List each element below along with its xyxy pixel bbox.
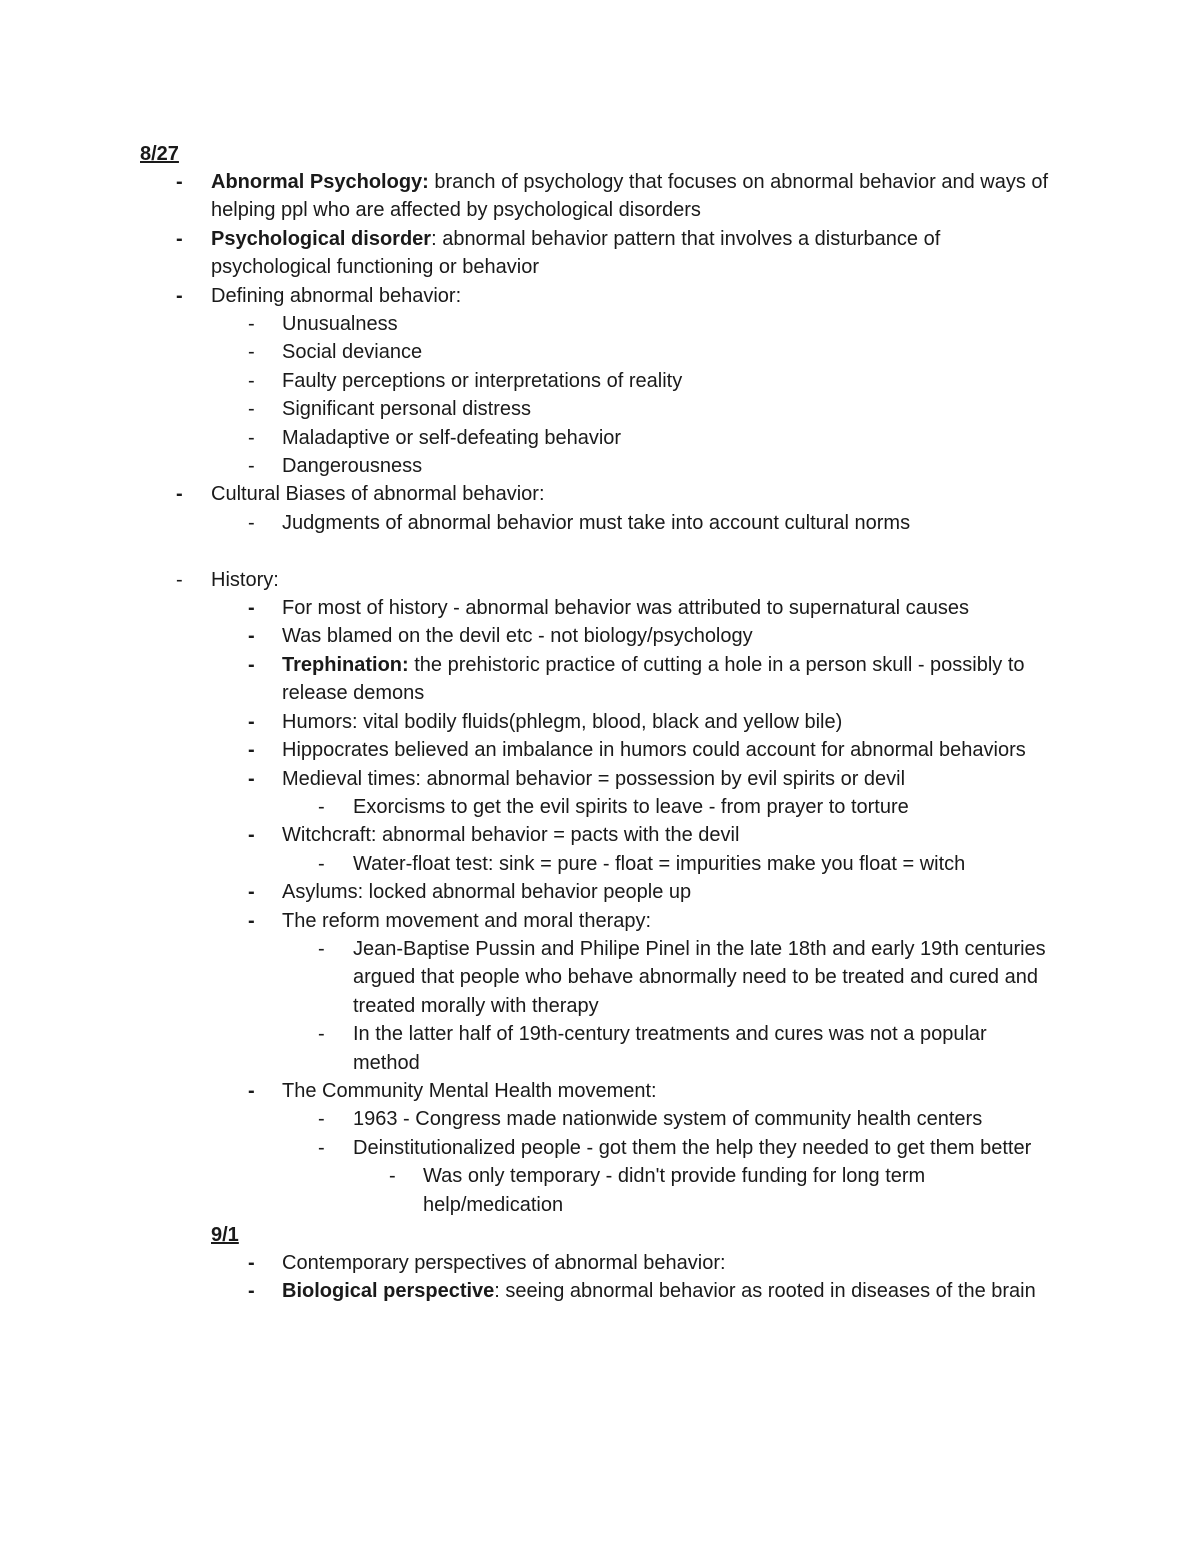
definition-trephination: the prehistoric practice of cutting a hole in a person skull - possibly to release demons <box>282 653 1025 705</box>
bullet-dash: - <box>248 426 255 449</box>
history-latter-half: In the latter half of 19th-century treatments and cures was not a popular method <box>353 1023 987 1074</box>
list-item <box>0 1162 1200 1219</box>
definition-abnormal-psychology: branch of psychology that focuses on abnormal behavior and ways of helping ppl who are affected by psychological disorders <box>211 171 1049 222</box>
term-psychological-disorder: Psychological disorder <box>211 227 432 250</box>
list-item <box>0 480 1200 508</box>
bullet-dash: - <box>248 341 255 364</box>
bullet-dash: - <box>248 824 255 847</box>
history-medieval: Medieval times: abnormal behavior = possession by evil spirits or devil <box>282 767 906 790</box>
bullet-dash: - <box>248 455 255 478</box>
list-item <box>0 282 1200 310</box>
history-devil: Was blamed on the devil etc - not biology/psychology <box>282 625 753 648</box>
bullet-dash: - <box>176 227 183 250</box>
bullet-dash: - <box>248 909 255 932</box>
list-item <box>0 736 1200 764</box>
list-item <box>0 452 1200 480</box>
term-abnormal-psychology: Abnormal Psychology: <box>211 171 429 193</box>
list-item <box>0 367 1200 395</box>
bullet-dash: - <box>248 881 255 904</box>
list-item <box>0 424 1200 452</box>
history-temporary: Was only temporary - didn't provide funding for long term help/medication <box>423 1165 926 1216</box>
bullet-dash: - <box>176 568 183 591</box>
bullet-dash: - <box>389 1165 396 1188</box>
bullet-dash: - <box>248 1079 255 1102</box>
cultural-norms-note: Judgments of abnormal behavior must take into account cultural norms <box>282 511 911 534</box>
bullet-dash: - <box>176 171 183 193</box>
term-trephination: Trephination: <box>282 653 409 676</box>
cultural-biases: Cultural Biases of abnormal behavior: <box>211 483 545 506</box>
criterion: Faulty perceptions or interpretations of reality <box>282 369 683 392</box>
bullet-dash: - <box>248 1280 255 1303</box>
blank-line <box>0 537 1200 565</box>
definition-psychological-disorder: : abnormal behavior pattern that involves a disturbance of psychological functioning or behavior <box>211 227 941 279</box>
bullet-dash: - <box>248 1252 255 1275</box>
bullet-dash: - <box>176 284 183 307</box>
list-item <box>0 765 1200 793</box>
history-witchcraft: Witchcraft: abnormal behavior = pacts with the devil <box>282 824 740 847</box>
history-label: History: <box>211 568 279 591</box>
history-supernatural: For most of history - abnormal behavior was attributed to supernatural causes <box>282 597 969 620</box>
criterion: Maladaptive or self-defeating behavior <box>282 426 622 449</box>
list-item <box>0 1277 1200 1305</box>
bullet-dash: - <box>318 1136 325 1159</box>
criterion: Dangerousness <box>282 455 423 478</box>
definition-biological-perspective: : seeing abnormal behavior as rooted in diseases of the brain <box>494 1280 1036 1303</box>
list-item <box>0 878 1200 906</box>
list-item <box>0 708 1200 736</box>
list-item <box>0 935 1200 1020</box>
list-item <box>0 850 1200 878</box>
bullet-dash: - <box>248 511 255 534</box>
history-pussin-pinel: Jean-Baptise Pussin and Philipe Pinel in the late 18th and early 19th centuries argued that people who behave abnormally need to be treated and cured and treated morally with therapy <box>353 937 1046 1017</box>
bullet-dash: - <box>248 597 255 620</box>
list-item <box>0 168 1200 225</box>
bullet-dash: - <box>248 625 255 648</box>
list-item <box>0 1249 1200 1277</box>
bullet-dash: - <box>248 767 255 790</box>
history-humors: Humors: vital bodily fluids(phlegm, blood, black and yellow bile) <box>282 710 843 733</box>
list-item <box>0 338 1200 366</box>
history-water-float-test: Water-float test: sink = pure - float = impurities make you float = witch <box>353 852 966 875</box>
date-heading-9-1: 9/1 <box>211 1224 239 1247</box>
term-biological-perspective: Biological perspective <box>282 1280 495 1303</box>
history-congress-1963: 1963 - Congress made nationwide system of community health centers <box>353 1108 983 1131</box>
bullet-dash: - <box>248 739 255 762</box>
list-item <box>0 509 1200 537</box>
criterion: Significant personal distress <box>282 398 532 421</box>
bullet-dash: - <box>318 937 325 960</box>
history-hippocrates: Hippocrates believed an imbalance in humors could account for abnormal behaviors <box>282 739 1026 762</box>
list-item <box>0 225 1200 282</box>
lecture-notes <box>0 140 1200 1306</box>
bullet-dash: - <box>248 313 255 336</box>
list-item <box>0 793 1200 821</box>
list-item <box>0 821 1200 849</box>
list-item <box>0 622 1200 650</box>
bullet-dash: - <box>248 653 255 676</box>
list-item <box>0 566 1200 594</box>
bullet-dash: - <box>248 369 255 392</box>
history-exorcisms: Exorcisms to get the evil spirits to leave - from prayer to torture <box>353 795 909 818</box>
history-community-mental-health: The Community Mental Health movement: <box>282 1079 657 1102</box>
list-item <box>0 1134 1200 1162</box>
history-deinstitutionalized: Deinstitutionalized people - got them the help they needed to get them better <box>353 1136 1032 1159</box>
date-heading-8-27: 8/27 <box>140 143 179 165</box>
bullet-dash: - <box>318 795 325 818</box>
history-reform-movement: The reform movement and moral therapy: <box>282 909 652 932</box>
bullet-dash: - <box>248 398 255 421</box>
bullet-dash: - <box>176 483 183 506</box>
bullet-dash: - <box>248 710 255 733</box>
bullet-dash: - <box>318 1108 325 1131</box>
defining-abnormal-behavior: Defining abnormal behavior: <box>211 284 462 307</box>
list-item <box>0 310 1200 338</box>
history-asylums: Asylums: locked abnormal behavior people up <box>282 881 692 904</box>
list-item <box>0 1077 1200 1105</box>
list-item <box>0 907 1200 935</box>
bullet-dash: - <box>318 852 325 875</box>
list-item <box>0 651 1200 708</box>
list-item <box>0 395 1200 423</box>
criterion: Social deviance <box>282 341 423 364</box>
contemporary-perspectives: Contemporary perspectives of abnormal behavior: <box>282 1252 726 1275</box>
list-item <box>0 594 1200 622</box>
list-item <box>0 1105 1200 1133</box>
bullet-dash: - <box>318 1023 325 1046</box>
list-item <box>0 1020 1200 1077</box>
criterion: Unusualness <box>282 313 398 336</box>
